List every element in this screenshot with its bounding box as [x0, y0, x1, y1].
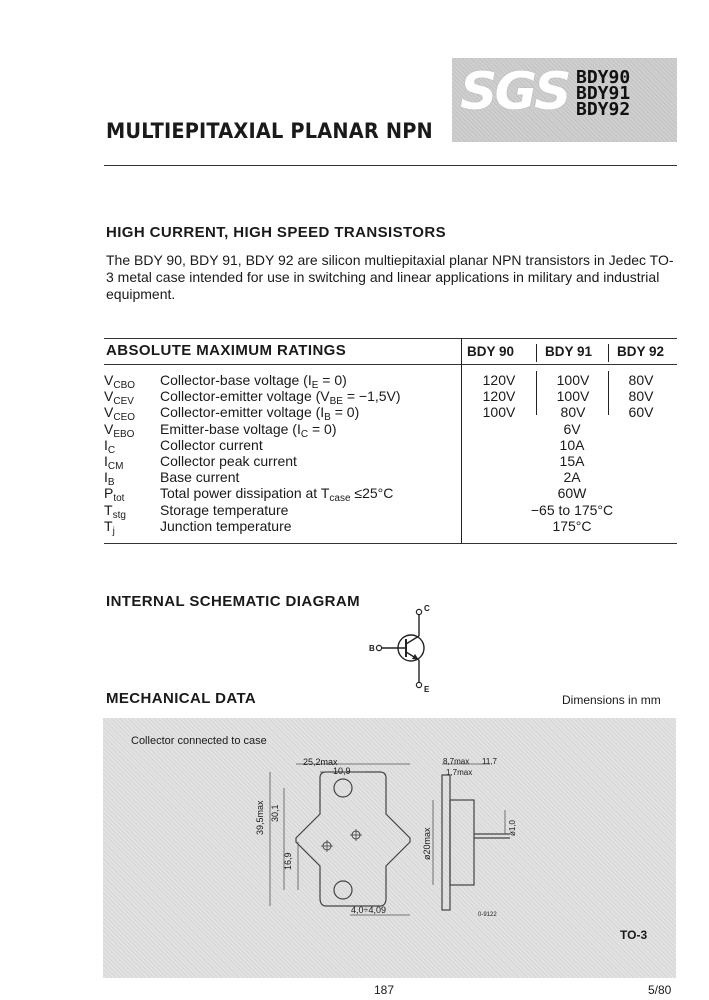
- description-paragraph: The BDY 90, BDY 91, BDY 92 are silicon multiepitaxial planar NPN transistors in Jedec TO-3 metal case intended for use in switching and linear applications in military and industrial equipment.: [106, 252, 674, 302]
- case-note: Collector connected to case: [131, 735, 267, 747]
- base-label: B: [369, 644, 375, 653]
- parameter-description: Collector current: [160, 436, 263, 453]
- rating-value: 60W: [557, 485, 587, 502]
- dimension-label: 11,7: [482, 757, 497, 766]
- to3-outline-drawing: [230, 750, 530, 925]
- dimension-label: 1,7max: [446, 768, 473, 777]
- emitter-label: E: [424, 685, 430, 694]
- section-heading: HIGH CURRENT, HIGH SPEED TRANSISTORS: [106, 224, 446, 241]
- dimension-label: ø1,0: [508, 819, 517, 836]
- parameter-symbol: $I_C$: [104, 436, 116, 456]
- parameter-symbol: $V_{CBO}$: [104, 372, 136, 391]
- collector-label: C: [424, 604, 430, 613]
- parameter-symbol: $T_{stg}$: [104, 501, 126, 521]
- rating-value: 175°C: [552, 517, 592, 534]
- units-note: Dimensions in mm: [562, 693, 661, 707]
- model-number: BDY91: [576, 83, 631, 104]
- dimension-label: ø20max: [422, 827, 432, 860]
- company-logo: SGS: [460, 62, 569, 122]
- divider: [104, 338, 677, 339]
- rating-value: 2A: [563, 469, 581, 486]
- parameter-symbol: $P_{tot}$: [104, 485, 125, 505]
- rating-value: 100V: [556, 388, 590, 405]
- parameter-symbol: $I_{CM}$: [104, 453, 124, 472]
- dimension-label: 16,9: [283, 852, 293, 870]
- parameter-description: Storage temperature: [160, 501, 289, 518]
- page-title: MULTIEPITAXIAL PLANAR NPN: [106, 119, 433, 143]
- divider: [104, 543, 677, 544]
- rating-value: 15A: [559, 453, 585, 469]
- page-number: 187: [374, 983, 395, 997]
- parameter-description: Collector peak current: [160, 453, 297, 469]
- parameter-description: Emitter-base voltage $(I_C = 0)$: [160, 420, 337, 440]
- parameter-symbol: $V_{EBO}$: [104, 420, 135, 440]
- section-heading: ABSOLUTE MAXIMUM RATINGS: [106, 342, 347, 359]
- drawing-code: 0-9122: [478, 912, 497, 918]
- divider: [104, 364, 677, 365]
- dimension-label: 8,7max: [443, 757, 470, 766]
- parameter-description: Collector-emitter voltage $(V_{BE} = -1,5V)$: [160, 388, 401, 408]
- column-divider: [608, 344, 609, 362]
- rating-value: 120V: [482, 372, 516, 388]
- dimension-label: 30,1: [270, 804, 280, 822]
- rating-value: 80V: [628, 388, 654, 405]
- parameter-description: Junction temperature: [160, 517, 292, 534]
- package-label: TO-3: [620, 928, 648, 942]
- parameter-description: Collector-emitter voltage $(I_B = 0)$: [160, 404, 360, 424]
- rating-value: 100V: [482, 404, 516, 421]
- rating-value: 120V: [482, 388, 516, 405]
- parameter-symbol: $V_{CEV}$: [104, 388, 134, 408]
- parameter-symbol: $T_j$: [104, 517, 115, 537]
- dimension-label: 39,5max: [255, 800, 265, 835]
- column-divider: [608, 371, 609, 415]
- parameter-symbol: $I_B$: [104, 469, 115, 489]
- rating-value: 80V: [560, 404, 586, 421]
- column-divider: [536, 371, 537, 415]
- model-list: [576, 67, 666, 120]
- column-header: BDY 90: [467, 344, 515, 359]
- dimension-label: 4,0÷4,09: [351, 905, 386, 915]
- rating-value: 80V: [628, 372, 654, 388]
- dimension-label: 25,2max: [303, 757, 338, 767]
- dimension-label: 10,9: [333, 766, 351, 776]
- column-header: BDY 91: [545, 344, 593, 359]
- section-heading: INTERNAL SCHEMATIC DIAGRAM: [106, 593, 361, 610]
- sheet-number: 5/80: [648, 983, 672, 997]
- rating-value: 60V: [628, 404, 654, 421]
- section-heading: MECHANICAL DATA: [106, 690, 257, 707]
- divider: [104, 165, 677, 166]
- rating-value: −65 to 175°C: [530, 501, 614, 518]
- rating-value: 10A: [559, 436, 585, 453]
- column-divider: [536, 344, 537, 362]
- column-header: BDY 92: [617, 344, 665, 359]
- rating-value: 6V: [563, 420, 581, 437]
- parameter-description: Collector-base voltage $(I_E = 0)$: [160, 372, 347, 391]
- parameter-description: Base current: [160, 469, 240, 486]
- parameter-description: Total power dissipation at $T_{case} \le 25^\circ C$: [160, 485, 394, 505]
- model-number: BDY90: [576, 67, 631, 88]
- parameter-symbol: $V_{CEO}$: [104, 404, 136, 424]
- model-number: BDY92: [576, 99, 631, 120]
- rating-value: 100V: [556, 372, 590, 388]
- column-divider: [461, 338, 462, 543]
